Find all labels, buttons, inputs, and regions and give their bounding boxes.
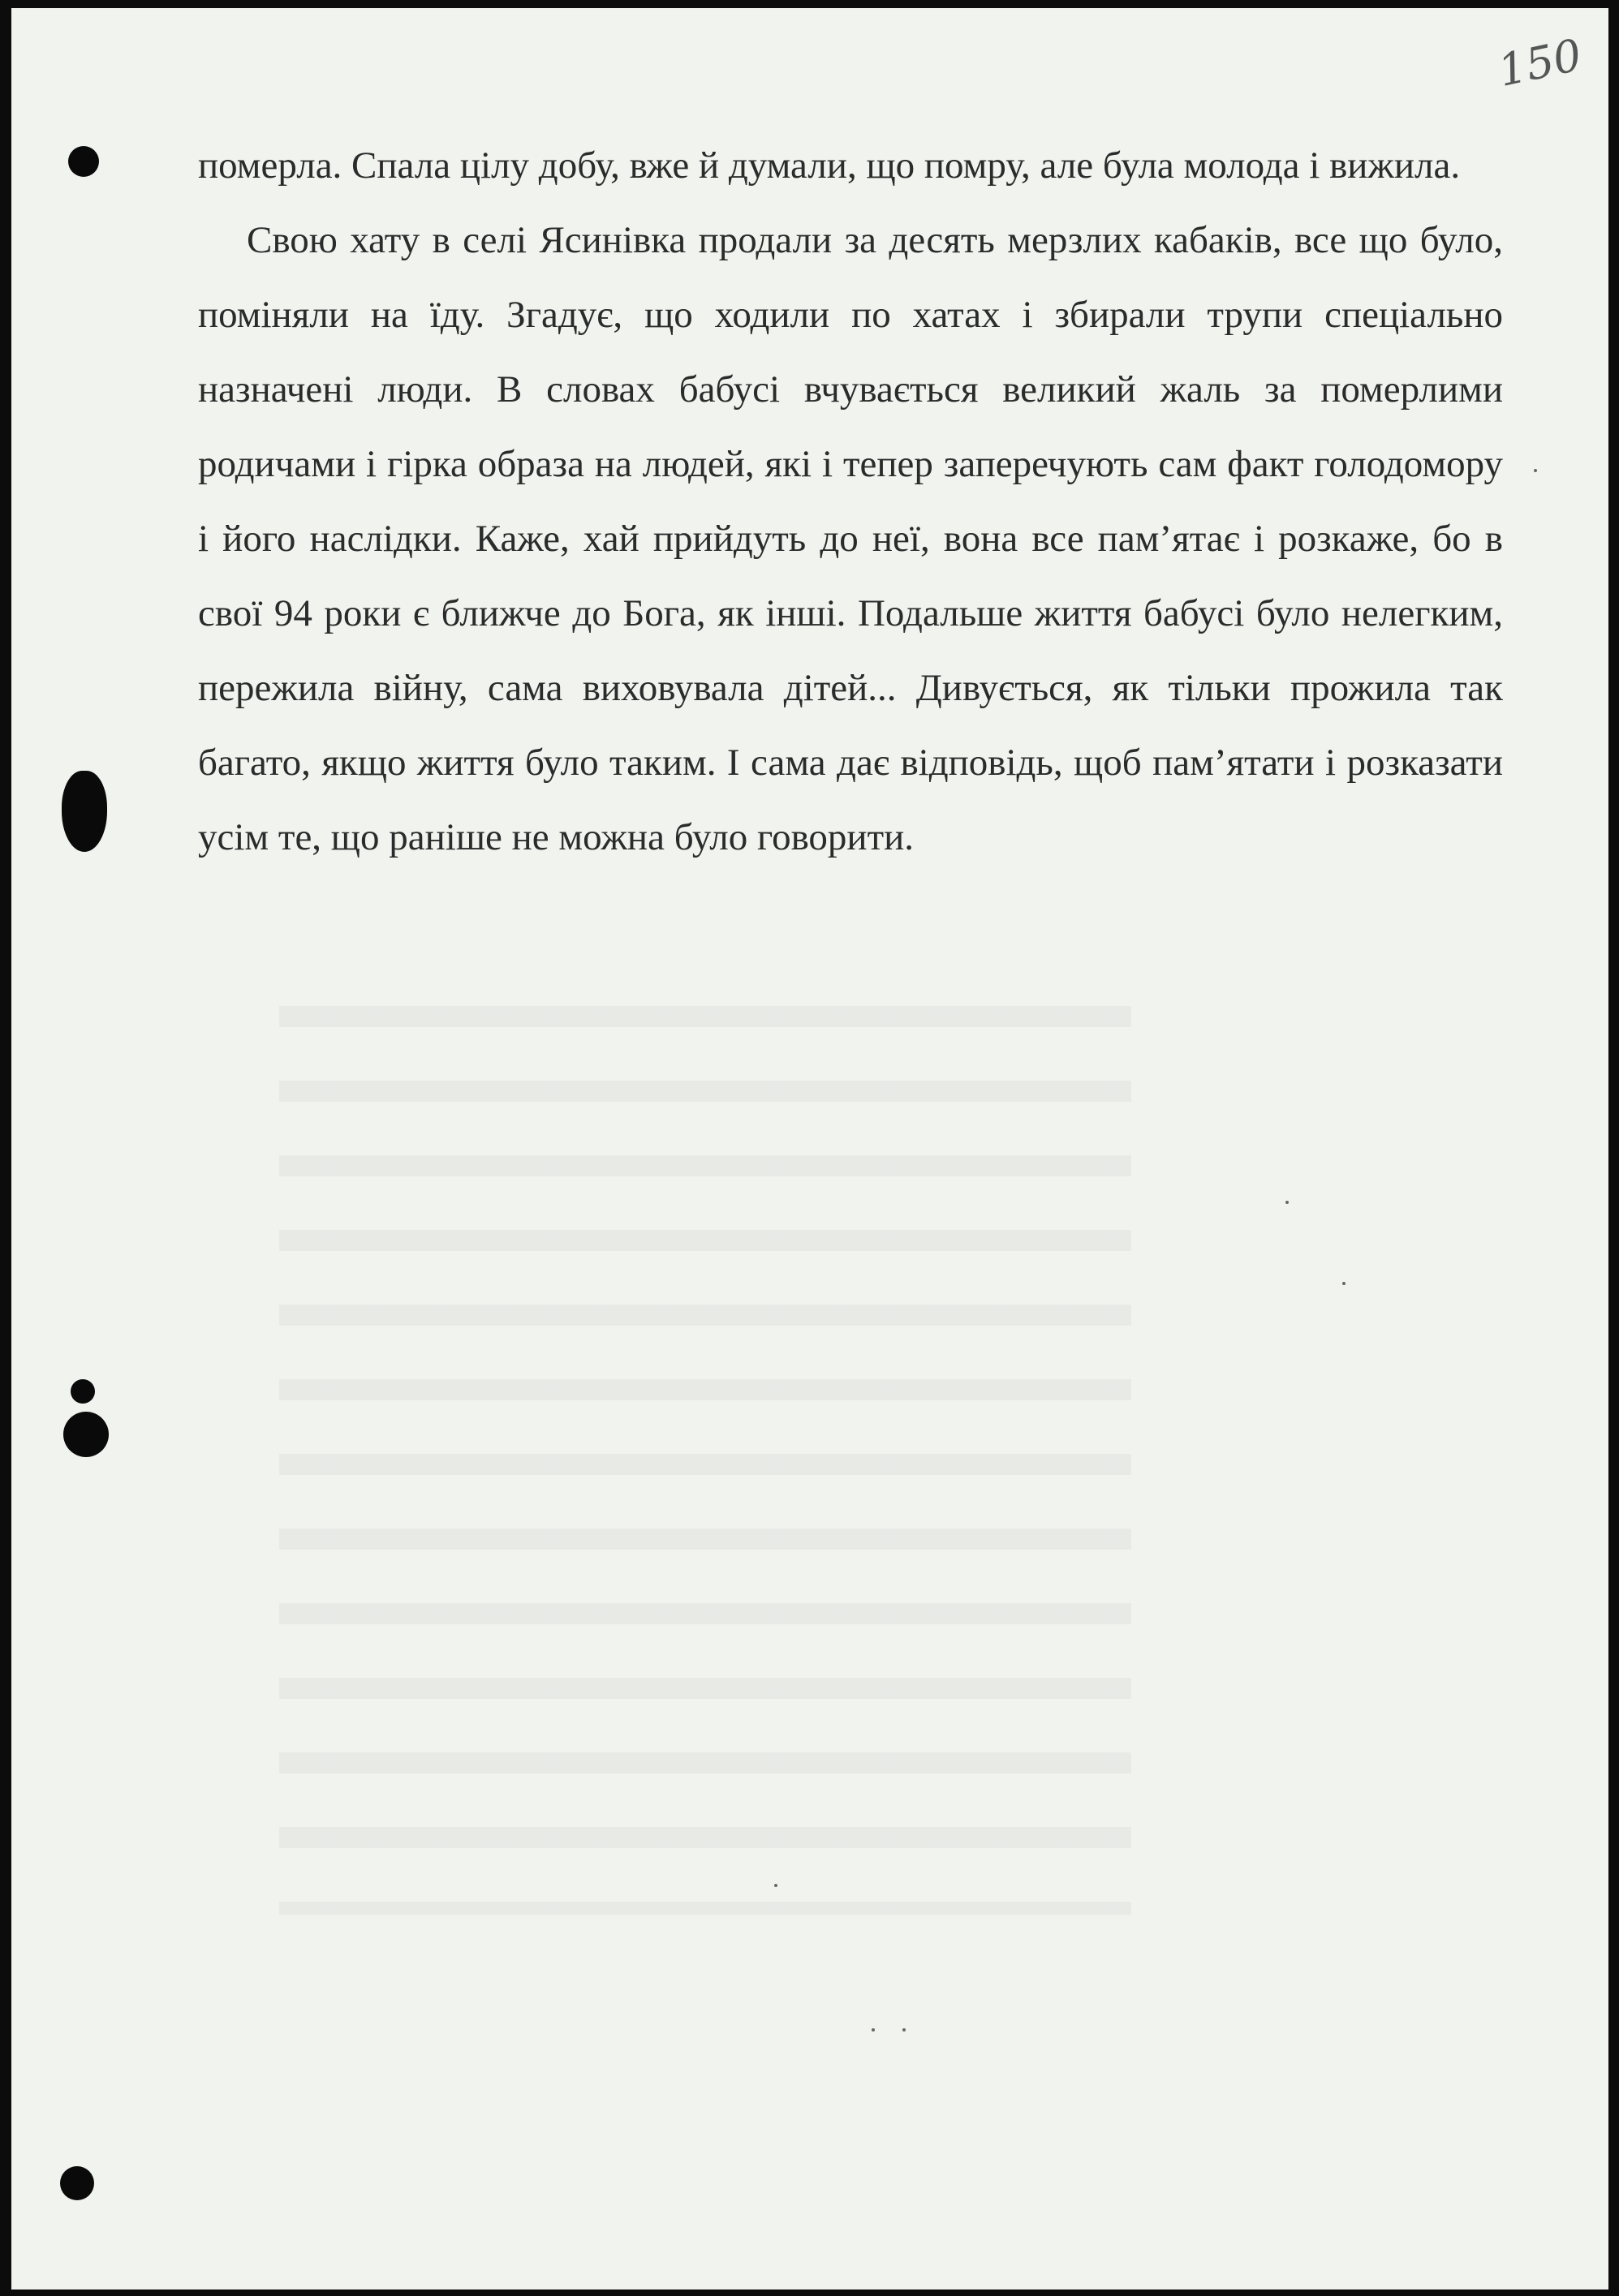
speck — [1534, 469, 1537, 472]
paragraph-2: Свою хату в селі Ясинівка продали за десять мерзлих кабаків, все що було, поміняли на їду. Згадує, що ходили по хатах і збирали трупи спеціально назначені люди. В словах бабусі вчувається великий жаль за померлими родичами і гірка образа на людей, які і тепер заперечують сам факт голодомору і його наслідки. Каже, хай прийдуть до неї, вона все пам’ятає і розкаже, бо в свої 94 роки є ближче до Бога, як інші. Подальше життя бабусі було нелегким, пережила війну, сама виховувала дітей... Дивується, як тільки прожила так багато, якщо життя було таким. І сама дає відповідь, щоб пам’ятати і розказати усім те, що раніше не можна було говорити. — [198, 219, 1503, 858]
punch-hole-top — [68, 146, 99, 177]
speck — [1342, 1282, 1346, 1285]
punch-hole-lower-large — [63, 1412, 109, 1457]
punch-hole-bottom — [60, 2166, 94, 2200]
body-text — [198, 128, 1503, 875]
speck — [902, 2028, 906, 2032]
speck — [1285, 1201, 1289, 1204]
paragraph-1: померла. Спала цілу добу, вже й думали, що помру, але була молода і вижила. — [198, 144, 1461, 187]
punch-hole-lower-small — [71, 1379, 95, 1404]
handwritten-page-number: 150 — [1493, 28, 1587, 97]
speck — [774, 1884, 777, 1887]
document-page — [11, 8, 1608, 2290]
speck — [872, 2028, 875, 2032]
punch-hole-middle-blot — [62, 771, 107, 852]
bleed-through-text — [279, 1006, 1131, 1915]
